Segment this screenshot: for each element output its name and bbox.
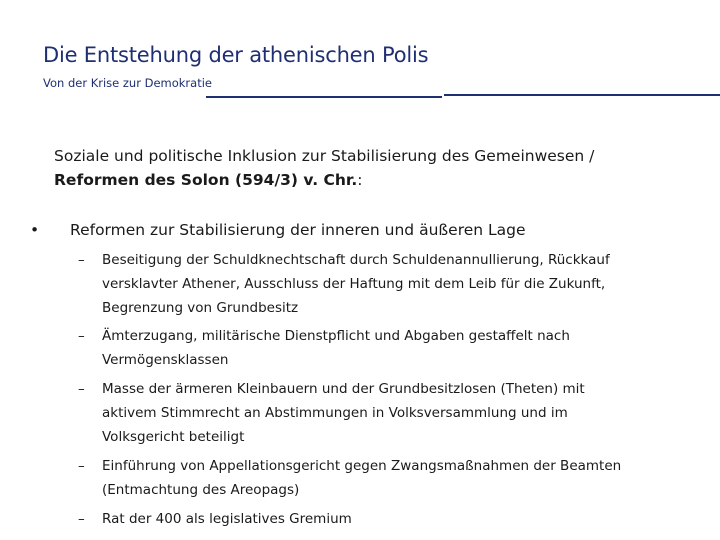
sub-item-line: versklavter Athener, Ausschluss der Haftung mit dem Leib für die Zukunft,: [102, 276, 606, 292]
sub-item-line: Vermögensklassen: [102, 352, 229, 368]
sub-item-dash: –: [78, 328, 85, 344]
title-divider-right: [444, 94, 720, 96]
sub-item-line: Volksgericht beteiligt: [102, 429, 245, 445]
main-bullet: [30, 219, 526, 241]
slide-title: Die Entstehung der athenischen Polis: [43, 43, 429, 67]
sub-item-3: [78, 377, 678, 449]
title-divider-left: [206, 96, 442, 98]
intro-heading-bold: Reformen des Solon (594/3) v. Chr.: [54, 171, 358, 189]
sub-item-line: Rat der 400 als legislatives Gremium: [102, 511, 352, 527]
sub-item-1: [78, 248, 678, 320]
sub-item-2: [78, 324, 678, 372]
bullet-text: Reformen zur Stabilisierung der inneren und äußeren Lage: [70, 221, 526, 239]
sub-item-dash: –: [78, 458, 85, 474]
intro-line-1: Soziale und politische Inklusion zur Stabilisierung des Gemeinwesen /: [54, 147, 595, 165]
intro-colon: :: [357, 171, 363, 189]
sub-item-4: [78, 454, 678, 502]
sub-item-line: Begrenzung von Grundbesitz: [102, 300, 299, 316]
sub-item-line: (Entmachtung des Areopags): [102, 482, 300, 498]
slide-subtitle: Von der Krise zur Demokratie: [43, 76, 212, 90]
intro-line-2: [54, 168, 694, 192]
sub-item-dash: –: [78, 252, 85, 268]
intro-text: [54, 144, 694, 192]
sub-item-dash: –: [78, 511, 85, 527]
sub-item-line: Beseitigung der Schuldknechtschaft durch Schuldenannullierung, Rückkauf: [102, 252, 610, 268]
sub-item-dash: –: [78, 381, 85, 397]
bullet-dot: •: [30, 221, 40, 239]
sub-item-line: Einführung von Appellationsgericht gegen Zwangsmaßnahmen der Beamten: [102, 458, 622, 474]
sub-item-line: Ämterzugang, militärische Dienstpflicht und Abgaben gestaffelt nach: [102, 328, 570, 344]
sub-item-line: Masse der ärmeren Kleinbauern und der Grundbesitzlosen (Theten) mit: [102, 381, 585, 397]
sub-item-line: aktivem Stimmrecht an Abstimmungen in Volksversammlung und im: [102, 405, 568, 421]
sub-item-5: [78, 507, 678, 531]
